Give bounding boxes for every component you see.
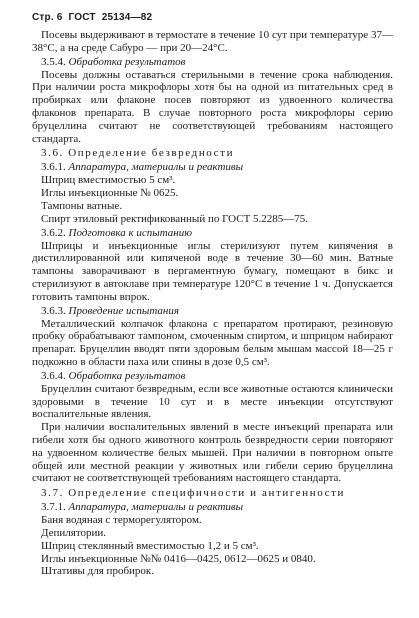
paragraph: Металлический колпачок флакона с препаратом протирают, резиновую пробку обрабатывают тампоном, смоченным спиртом, и шприцом набирают препарат. Бруцеллин вводят пяти здоровым белым мышам массой 18—25 г подкожно в области паха или спины в дозе 0,5 см³. [32,317,393,368]
list-item: Шприц вместимостью 5 см³. [41,174,176,187]
list-item: Штативы для пробирок. [41,565,155,578]
section-heading: 3.7. Определение специфичности и антигенности [41,487,346,500]
paragraph: Посевы выдерживают в термостате в течение 10 сут при температуре 37—38°С, а на среде Сабуро — при 20—24°С. [32,29,393,54]
standard-label: ГОСТ [68,12,96,23]
list-item: Спирт этиловый ректификованный по ГОСТ 5.2285—75. [41,212,309,225]
section-heading: 3.6.3. Проведение испытания [41,304,179,317]
paragraph: Бруцеллин считают безвредным, если все животные остаются клинически здоровыми в течение 10 сут и в месте инъекции отсутствуют воспалительные явления. [32,382,393,421]
section-heading: 3.5.4. Обработка результатов [41,55,186,68]
section-heading: 3.7.1. Аппаратура, материалы и реактивы [41,501,244,514]
list-item: Иглы инъекционные № 0625. [41,187,179,200]
list-item: Депилятории. [41,526,107,539]
list-item: Тампоны ватные. [41,199,123,212]
paragraph: При наличии воспалительных явлений в месте инъекций препарата или гибели хотя бы одного животного контроль безвредности серии повторяют на удвоенном количестве белых мышей. При наличии в повторном опыте общей или местной реакции у животных или гибели серию бруцеллина считают не соответствующей требованиям настоящего стандарта. [32,421,393,485]
section-heading: 3.6. Определение безвредности [41,147,235,160]
list-item: Баня водяная с терморегулятором. [41,514,202,527]
section-heading: 3.6.1. Аппаратура, материалы и реактивы [41,161,244,174]
standard-number: 25134—82 [101,12,153,23]
paragraph: Посевы должны оставаться стерильными в течение срока наблюдения. При наличии роста микрофлоры хотя бы на одной из питательных сред в пробирках или флаконе посев повторяют из удвоенного количества флаконов препарата. В случае повторного роста микрофлоры серию бруцеллина считают не соответствующей требованиям настоящего стандарта. [32,68,393,145]
section-heading: 3.6.2. Подготовка к испытанию [41,226,193,239]
paragraph: Шприцы и инъекционные иглы стерилизуют путем кипячения в дистиллированной или кипяченой воде в течение 30—60 мин. Ватные тампоны заворачивают в пергаментную бумагу, помещают в бикс и стерилизуют в автоклаве при температуре 120°С в течение 1 ч. Допускается готовить тампоны впрок. [32,239,393,303]
list-item: Шприц стеклянный вместимостью 1,2 и 5 см³. [41,539,259,552]
page-number: Стр. 6 [32,12,63,23]
page-header [32,12,393,23]
section-heading: 3.6.4. Обработка результатов [41,369,186,382]
list-item: Иглы инъекционные №№ 0416—0425, 0612—0625 и 0840. [41,552,316,565]
